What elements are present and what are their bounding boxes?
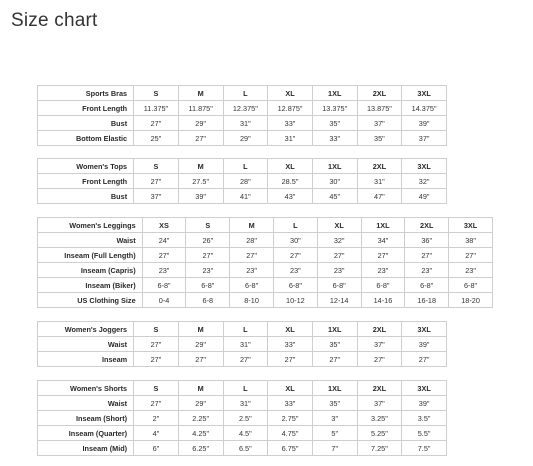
size-header-cell: M: [178, 159, 223, 174]
measurement-value-cell: 28": [230, 233, 274, 248]
measurement-value-cell: 7": [312, 441, 357, 456]
measurement-value-cell: 24": [142, 233, 186, 248]
measurement-value-cell: 29": [178, 396, 223, 411]
measurement-value-cell: 28": [223, 174, 268, 189]
size-header-cell: XL: [268, 86, 313, 101]
measurement-value-cell: 37": [357, 396, 402, 411]
measurement-value-cell: 37": [134, 189, 179, 204]
measurement-value-cell: 2": [134, 411, 179, 426]
measurement-value-cell: 27": [317, 248, 361, 263]
measurement-value-cell: 27": [361, 248, 405, 263]
table-title-cell: Women's Shorts: [38, 381, 134, 396]
measurement-value-cell: 14.375": [402, 101, 447, 116]
measurement-value-cell: 12.875": [268, 101, 313, 116]
measurement-value-cell: 33": [268, 396, 313, 411]
measurement-value-cell: 27": [178, 352, 223, 367]
measurement-value-cell: 23": [186, 263, 230, 278]
measurement-value-cell: 27": [268, 352, 313, 367]
measurement-value-cell: 37": [357, 337, 402, 352]
measurement-value-cell: 6.5": [223, 441, 268, 456]
measurement-value-cell: 2.75": [268, 411, 313, 426]
measurement-value-cell: 4.5": [223, 426, 268, 441]
table-row: [38, 189, 447, 204]
measurement-label-cell: Bust: [38, 189, 134, 204]
table-row: [38, 248, 493, 263]
measurement-value-cell: 31": [268, 131, 313, 146]
measurement-value-cell: 37": [357, 116, 402, 131]
measurement-value-cell: 45": [312, 189, 357, 204]
measurement-value-cell: 10-12: [274, 293, 318, 308]
table-header-row: [38, 86, 447, 101]
size-header-cell: L: [223, 86, 268, 101]
measurement-value-cell: 7.25": [357, 441, 402, 456]
table-title-cell: Women's Joggers: [38, 322, 134, 337]
measurement-value-cell: 27": [223, 352, 268, 367]
size-header-cell: 2XL: [405, 218, 449, 233]
size-header-cell: 1XL: [312, 322, 357, 337]
table-row: [38, 411, 447, 426]
table-row: [38, 352, 447, 367]
measurement-value-cell: 27": [178, 131, 223, 146]
measurement-value-cell: 2.5": [223, 411, 268, 426]
measurement-label-cell: Waist: [38, 233, 143, 248]
measurement-value-cell: 27": [186, 248, 230, 263]
measurement-value-cell: 34": [361, 233, 405, 248]
measurement-value-cell: 3": [312, 411, 357, 426]
measurement-value-cell: 6.25": [178, 441, 223, 456]
measurement-value-cell: 5.5": [402, 426, 447, 441]
measurement-value-cell: 6.75": [268, 441, 313, 456]
measurement-value-cell: 27": [134, 337, 179, 352]
measurement-value-cell: 41": [223, 189, 268, 204]
page-title: Size chart: [11, 10, 98, 31]
size-header-cell: 3XL: [449, 218, 493, 233]
size-header-cell: XL: [268, 381, 313, 396]
measurement-value-cell: 23": [230, 263, 274, 278]
measurement-value-cell: 31": [223, 396, 268, 411]
measurement-value-cell: 27": [142, 248, 186, 263]
measurement-value-cell: 6-8": [274, 278, 318, 293]
size-header-cell: S: [134, 381, 179, 396]
size-header-cell: XS: [142, 218, 186, 233]
measurement-value-cell: 27": [274, 248, 318, 263]
measurement-value-cell: 8-10: [230, 293, 274, 308]
sports-bras-table: [37, 85, 447, 146]
measurement-value-cell: 31": [223, 116, 268, 131]
measurement-value-cell: 5": [312, 426, 357, 441]
womens-leggings-table: [37, 217, 493, 308]
measurement-value-cell: 36": [405, 233, 449, 248]
size-header-cell: S: [134, 322, 179, 337]
womens-shorts-table: [37, 380, 447, 456]
size-header-cell: XL: [268, 159, 313, 174]
measurement-value-cell: 47": [357, 189, 402, 204]
table-row: [38, 101, 447, 116]
size-header-cell: 3XL: [402, 381, 447, 396]
womens-tops-table: [37, 158, 447, 204]
size-header-cell: L: [223, 322, 268, 337]
measurement-value-cell: 13.375": [312, 101, 357, 116]
measurement-value-cell: 23": [361, 263, 405, 278]
measurement-value-cell: 33": [268, 116, 313, 131]
measurement-value-cell: 29": [178, 116, 223, 131]
size-header-cell: 2XL: [357, 159, 402, 174]
size-header-cell: L: [223, 159, 268, 174]
measurement-label-cell: Waist: [38, 396, 134, 411]
table-row: [38, 116, 447, 131]
measurement-value-cell: 6-8": [449, 278, 493, 293]
measurement-label-cell: Bottom Elastic: [38, 131, 134, 146]
womens-joggers-table: [37, 321, 447, 367]
measurement-value-cell: 27": [230, 248, 274, 263]
table-row: [38, 293, 493, 308]
measurement-value-cell: 4": [134, 426, 179, 441]
measurement-value-cell: 18-20: [449, 293, 493, 308]
measurement-value-cell: 39": [402, 337, 447, 352]
measurement-value-cell: 27": [405, 248, 449, 263]
measurement-value-cell: 27": [134, 174, 179, 189]
measurement-value-cell: 27": [134, 352, 179, 367]
measurement-value-cell: 49": [402, 189, 447, 204]
table-row: [38, 131, 447, 146]
measurement-value-cell: 6": [134, 441, 179, 456]
size-header-cell: M: [178, 322, 223, 337]
measurement-value-cell: 31": [357, 174, 402, 189]
measurement-value-cell: 27": [312, 352, 357, 367]
measurement-value-cell: 32": [402, 174, 447, 189]
measurement-value-cell: 43": [268, 189, 313, 204]
table-header-row: [38, 218, 493, 233]
measurement-value-cell: 39": [178, 189, 223, 204]
measurement-value-cell: 16-18: [405, 293, 449, 308]
measurement-value-cell: 32": [317, 233, 361, 248]
measurement-value-cell: 29": [178, 337, 223, 352]
measurement-value-cell: 6-8": [317, 278, 361, 293]
measurement-value-cell: 27.5": [178, 174, 223, 189]
measurement-value-cell: 3.25": [357, 411, 402, 426]
measurement-value-cell: 12.375": [223, 101, 268, 116]
measurement-value-cell: 30": [274, 233, 318, 248]
measurement-value-cell: 13.875": [357, 101, 402, 116]
table-row: [38, 396, 447, 411]
size-header-cell: S: [134, 159, 179, 174]
size-header-cell: XL: [317, 218, 361, 233]
measurement-value-cell: 23": [274, 263, 318, 278]
size-header-cell: 1XL: [361, 218, 405, 233]
measurement-value-cell: 11.875": [178, 101, 223, 116]
table-row: [38, 263, 493, 278]
table-row: [38, 278, 493, 293]
size-header-cell: M: [230, 218, 274, 233]
measurement-label-cell: Front Length: [38, 174, 134, 189]
table-row: [38, 337, 447, 352]
measurement-value-cell: 31": [223, 337, 268, 352]
size-header-cell: 1XL: [312, 381, 357, 396]
measurement-value-cell: 6-8": [361, 278, 405, 293]
measurement-label-cell: Inseam (Quarter): [38, 426, 134, 441]
measurement-label-cell: Front Length: [38, 101, 134, 116]
measurement-value-cell: 23": [142, 263, 186, 278]
table-title-cell: Women's Leggings: [38, 218, 143, 233]
measurement-value-cell: 23": [449, 263, 493, 278]
measurement-label-cell: Inseam: [38, 352, 134, 367]
measurement-value-cell: 27": [134, 396, 179, 411]
measurement-value-cell: 0-4: [142, 293, 186, 308]
measurement-value-cell: 27": [357, 352, 402, 367]
size-header-cell: 3XL: [402, 322, 447, 337]
size-header-cell: 1XL: [312, 159, 357, 174]
size-header-cell: L: [274, 218, 318, 233]
table-row: [38, 233, 493, 248]
size-header-cell: 3XL: [402, 86, 447, 101]
table-header-row: [38, 381, 447, 396]
measurement-label-cell: Bust: [38, 116, 134, 131]
measurement-value-cell: 25": [134, 131, 179, 146]
measurement-value-cell: 26": [186, 233, 230, 248]
measurement-value-cell: 35": [357, 131, 402, 146]
measurement-value-cell: 33": [268, 337, 313, 352]
size-header-cell: S: [134, 86, 179, 101]
measurement-value-cell: 35": [312, 116, 357, 131]
size-header-cell: 2XL: [357, 86, 402, 101]
size-header-cell: 3XL: [402, 159, 447, 174]
measurement-label-cell: Inseam (Mid): [38, 441, 134, 456]
size-header-cell: 1XL: [312, 86, 357, 101]
measurement-label-cell: US Clothing Size: [38, 293, 143, 308]
measurement-value-cell: 6-8": [230, 278, 274, 293]
measurement-value-cell: 23": [405, 263, 449, 278]
measurement-value-cell: 5.25": [357, 426, 402, 441]
measurement-value-cell: 6-8: [186, 293, 230, 308]
measurement-value-cell: 39": [402, 116, 447, 131]
size-header-cell: M: [178, 381, 223, 396]
measurement-value-cell: 30": [312, 174, 357, 189]
table-title-cell: Women's Tops: [38, 159, 134, 174]
measurement-value-cell: 11.375": [134, 101, 179, 116]
measurement-value-cell: 39": [402, 396, 447, 411]
table-row: [38, 426, 447, 441]
size-header-cell: S: [186, 218, 230, 233]
measurement-value-cell: 27": [402, 352, 447, 367]
measurement-value-cell: 27": [134, 116, 179, 131]
measurement-value-cell: 3.5": [402, 411, 447, 426]
measurement-value-cell: 6-8": [186, 278, 230, 293]
measurement-value-cell: 4.75": [268, 426, 313, 441]
measurement-value-cell: 35": [312, 396, 357, 411]
measurement-value-cell: 38": [449, 233, 493, 248]
size-header-cell: M: [178, 86, 223, 101]
measurement-value-cell: 29": [223, 131, 268, 146]
table-row: [38, 441, 447, 456]
measurement-label-cell: Inseam (Full Length): [38, 248, 143, 263]
measurement-value-cell: 28.5": [268, 174, 313, 189]
size-header-cell: XL: [268, 322, 313, 337]
size-header-cell: 2XL: [357, 381, 402, 396]
size-header-cell: 2XL: [357, 322, 402, 337]
size-header-cell: L: [223, 381, 268, 396]
table-header-row: [38, 159, 447, 174]
measurement-value-cell: 14-16: [361, 293, 405, 308]
table-header-row: [38, 322, 447, 337]
measurement-value-cell: 6-8": [405, 278, 449, 293]
measurement-value-cell: 27": [449, 248, 493, 263]
measurement-value-cell: 33": [312, 131, 357, 146]
measurement-value-cell: 23": [317, 263, 361, 278]
measurement-value-cell: 12-14: [317, 293, 361, 308]
measurement-label-cell: Inseam (Biker): [38, 278, 143, 293]
table-row: [38, 174, 447, 189]
measurement-label-cell: Inseam (Capris): [38, 263, 143, 278]
measurement-value-cell: 7.5": [402, 441, 447, 456]
measurement-value-cell: 35": [312, 337, 357, 352]
measurement-label-cell: Inseam (Short): [38, 411, 134, 426]
measurement-label-cell: Waist: [38, 337, 134, 352]
measurement-value-cell: 4.25": [178, 426, 223, 441]
measurement-value-cell: 37": [402, 131, 447, 146]
measurement-value-cell: 2.25": [178, 411, 223, 426]
table-title-cell: Sports Bras: [38, 86, 134, 101]
measurement-value-cell: 6-8": [142, 278, 186, 293]
